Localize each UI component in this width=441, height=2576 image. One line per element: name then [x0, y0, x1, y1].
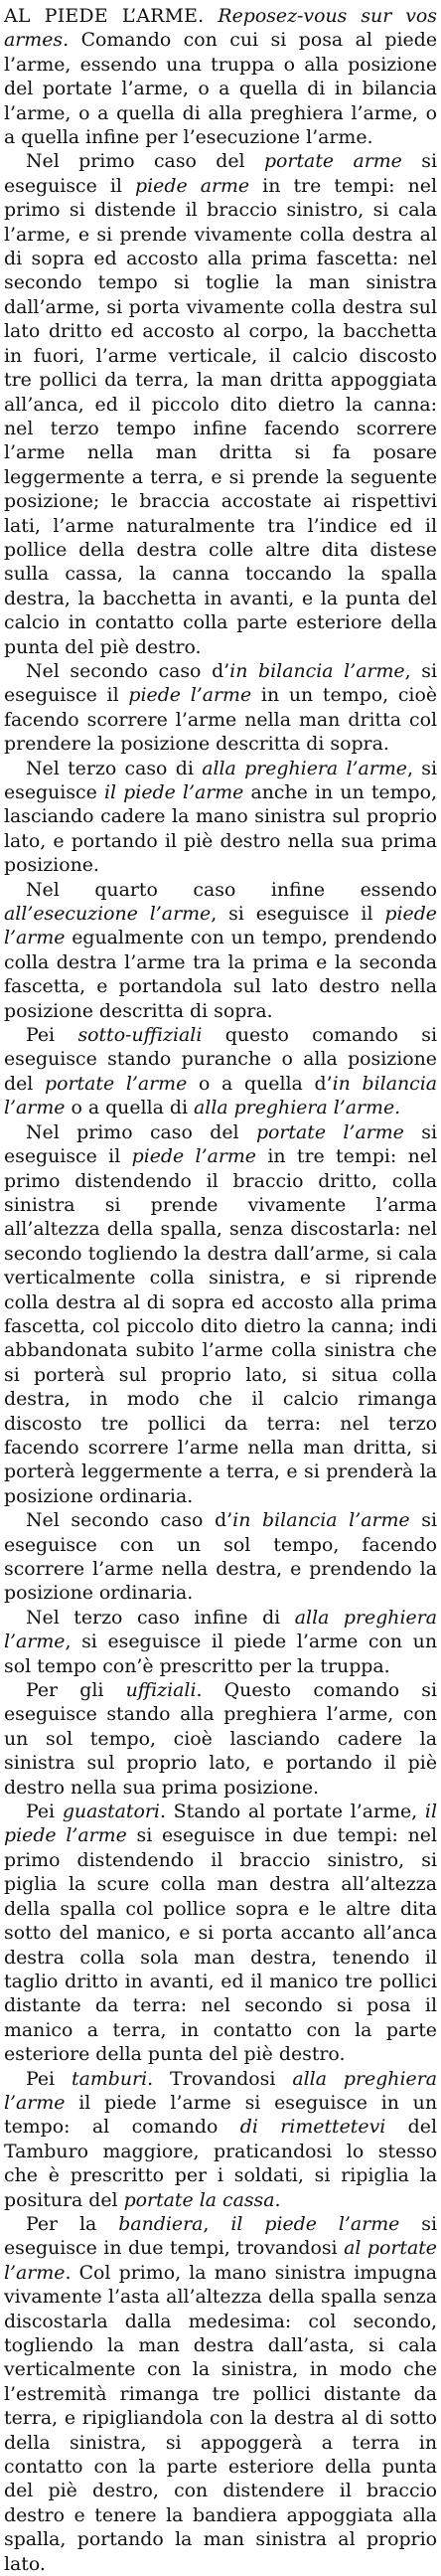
italic-run: il piede l’arme — [4, 1801, 437, 1847]
body-paragraph — [4, 1120, 437, 1509]
italic-run: in bilancia l’arme — [4, 1072, 438, 1119]
text-run: Per gli — [26, 1679, 126, 1702]
text-run: , si eseguisce — [4, 757, 437, 803]
italic-run: guastatori — [62, 1801, 160, 1823]
text-run: anche in un tempo, lasciando cadere la mano sinistra sul proprio lato, e portando il piè destro nella sua prima posizione. — [4, 781, 437, 877]
text-run: . — [274, 2188, 281, 2211]
text-run: in tre tempi: nel primo distendendo il braccio dritto, colla sinistra si prende vivamente l’arma all’altezza della spalla, senza discostarla: nel secondo togliendo la destra dall’arme, si cala verticalmente colla sinistra, e si riprende colla destra al di sopra ed accosto alla prima fascetta, col piccolo dito dietro la canna; indi abbandonata subito l’arme colla sinistra che si porterà sul proprio lato, si situa colla destra, in modo che il calcio rimanga discosto tre pollici da terra: nel terzo facendo scorrere l’arme nella man dritta, si porterà leggermente a terra, e si prenderà la posizione ordinaria. — [4, 1145, 437, 1507]
text-run: si eseguisce con un sol tempo, facendo scorrere l’arme nella destra, e prendendo la posizione ordinaria. — [4, 1509, 437, 1605]
body-paragraph — [4, 2067, 437, 2212]
text-run: si eseguisce in due tempi, trovandosi — [4, 2212, 437, 2260]
italic-run: all’esecuzione l’arme — [4, 903, 212, 926]
text-run: Pei — [26, 1024, 78, 1047]
text-run: si eseguisce il — [4, 1120, 437, 1168]
italic-run: alla preghiera l’arme — [4, 2067, 437, 2114]
italic-run: portate la cassa — [123, 2188, 275, 2211]
italic-run: alla preghiera l’arme — [4, 1606, 437, 1653]
text-run: si eseguisce il — [4, 150, 437, 197]
text-run: , si eseguisce il — [4, 659, 438, 707]
body-paragraph — [4, 1606, 437, 1678]
italic-run: portate l’arme — [45, 1072, 188, 1095]
text-run: Nel secondo caso d’ — [26, 659, 230, 682]
text-run: Pei — [26, 1801, 63, 1823]
text-run: del Tamburo maggiore, praticandosi lo stesso che è prescritto per i soldati, si ripiglia la positura del — [4, 2116, 437, 2211]
body-paragraph — [4, 1678, 437, 1800]
italic-run: bandiera — [118, 2212, 204, 2235]
text-run: o a quella di — [65, 1097, 195, 1119]
text-run: questo comando si eseguisce stando puranche o alla posizione del — [4, 1024, 438, 1095]
italic-run: portate l’arme — [255, 1120, 404, 1143]
body-paragraph — [4, 1800, 437, 2066]
italic-run: il piede l’arme — [230, 2212, 400, 2235]
italic-run: alla preghiera l’arme — [202, 757, 407, 779]
text-run: si eseguisce in due tempi: nel primo distendendo il braccio sinistro, si piglia la scure colla man destra all’altezza della spalla col pollice sopra e le altre dita sotto del manico, e si porta accanto all’anca destra colla sola man destra, tenendo il taglio dritto in avanti, ed il manico tre pollici distante da terra: nel secondo si posa il manico a terra, in contatto con la parte esteriore della punta del piè destro. — [4, 1824, 437, 2066]
body-paragraph — [4, 1023, 437, 1120]
text-run: il piede l’arme si eseguisce in un tempo: al comando — [4, 2091, 437, 2139]
text-run: Nel terzo caso di — [26, 757, 203, 779]
italic-run: il piede l’arme — [103, 781, 244, 803]
text-run: in un tempo, cioè facendo scorrere l’arme nella man dritta col prendere la posizione descritta di sopra. — [4, 684, 437, 756]
text-run: , si eseguisce il piede l’arme con un sol tempo con’è prescritto per la truppa. — [4, 1631, 437, 1677]
italic-run: piede l’arme — [128, 684, 252, 707]
italic-run: in bilancia l’arme — [229, 659, 405, 682]
text-run: , — [203, 2212, 231, 2235]
text-run: . Stando al portate l’arme, — [159, 1801, 425, 1823]
text-run: Nel quarto caso infine essendo — [26, 878, 437, 901]
body-paragraph — [4, 757, 437, 878]
italic-run: al portate l’arme — [4, 2237, 437, 2284]
text-run: egualmente con un tempo, prendendo colla destra l’arme tra la prima e la seconda fascetta, e portandola sul lato destro nella posizione descritta di sopra. — [4, 927, 437, 1022]
text-run: , si eseguisce il — [211, 903, 385, 926]
text-run: . Trovandosi — [147, 2067, 293, 2090]
heading-text: Comando con cui si posa al piede l’arme, essendo una truppa o alla posizione del portate l’arme, o a quella di in bilancia l’arme, o a quella di alla preghiera l’arme, o a quella infine per l’esecuzione l’arme. — [4, 29, 437, 149]
italic-run: piede l’arme — [4, 903, 437, 949]
italic-run: piede arme — [135, 174, 250, 197]
text-run: Nel primo caso del — [26, 1120, 256, 1143]
text-run: Per la — [26, 2212, 119, 2235]
body-paragraph — [4, 1508, 437, 1606]
text-run: Pei — [26, 2067, 73, 2090]
body-paragraph — [4, 149, 437, 659]
heading-title: AL PIEDE L’ARME. — [4, 5, 205, 27]
body-paragraphs — [4, 149, 437, 2576]
italic-run: portate arme — [263, 150, 402, 173]
body-paragraph — [4, 659, 437, 757]
italic-run: tamburi — [72, 2067, 148, 2090]
body-paragraph — [4, 2212, 437, 2576]
italic-run: uffiziali — [125, 1679, 197, 1702]
italic-run: alla preghiera l’arme. — [194, 1097, 401, 1119]
text-run: in tre tempi: nel primo si distende il braccio sinistro, si cala l’arme, e si prende vivamente colla destra al di sopra ed accosto alla prima fascetta: nel secondo tempo si toglie la man sinistra dall’arme, si porta vivamente colla destra sul lato dritto ed accosto al corpo, la bacchetta in fuori, l’arme verticale, il calcio discosto tre pollici da terra, la man dritta appoggiata all’anca, ed il piccolo dito dietro la canna: nel terzo tempo infine facendo scorrere l’arme nella man dritta si fa posare leggermente a terra, e si prende la seguente posizione; le braccia accostate ai rispettivi lati, l’arme naturalmente tra l’indice ed il pollice della destra colle altre dita distese sulla cassa, la canna toccando la spalla destra, la bacchetta in avanti, e la punta del calcio in contatto colla parte esteriore della punta del piè destro. — [4, 174, 437, 658]
text-run: . Questo comando si eseguisce stando alla preghiera l’arme, con un sol tempo, cioè lasciando cadere la sinistra sul proprio lato, e portando il piè destro nella sua prima posizione. — [4, 1679, 437, 1799]
text-run: Nel secondo caso d’ — [26, 1509, 233, 1532]
heading-paragraph — [4, 4, 437, 149]
italic-run: piede l’arme — [131, 1145, 256, 1168]
body-paragraph — [4, 878, 437, 1023]
text-run: . Col primo, la mano sinistra impugna vivamente l’asta all’altezza della spalla senza discostarla dalla medesima: col secondo, togliendo la man destra dall’asta, si cala verticalmente con la sinistra, in modo che l’estremità rimanga tre pollici distante da terra, e ripigliandola con la destra al di sotto della sinistra, si appoggerà a terra in contatto con la parte esteriore della punta del piè destro, con distendere il braccio destro e tenere la bandiera appoggiata alla spalla, portando la man sinistra al proprio lato. — [4, 2261, 437, 2575]
italic-run: di rimettetevi — [239, 2116, 386, 2139]
text-run: Nel terzo caso infine di — [26, 1606, 295, 1629]
text-run: o a quella d’ — [187, 1072, 333, 1095]
text-run: Nel primo caso del — [26, 150, 264, 173]
italic-run: sotto-uffiziali — [77, 1024, 203, 1047]
italic-run: in bilancia l’arme — [232, 1509, 410, 1532]
heading-subtitle: Reposez-vous sur vos armes. — [4, 5, 437, 52]
